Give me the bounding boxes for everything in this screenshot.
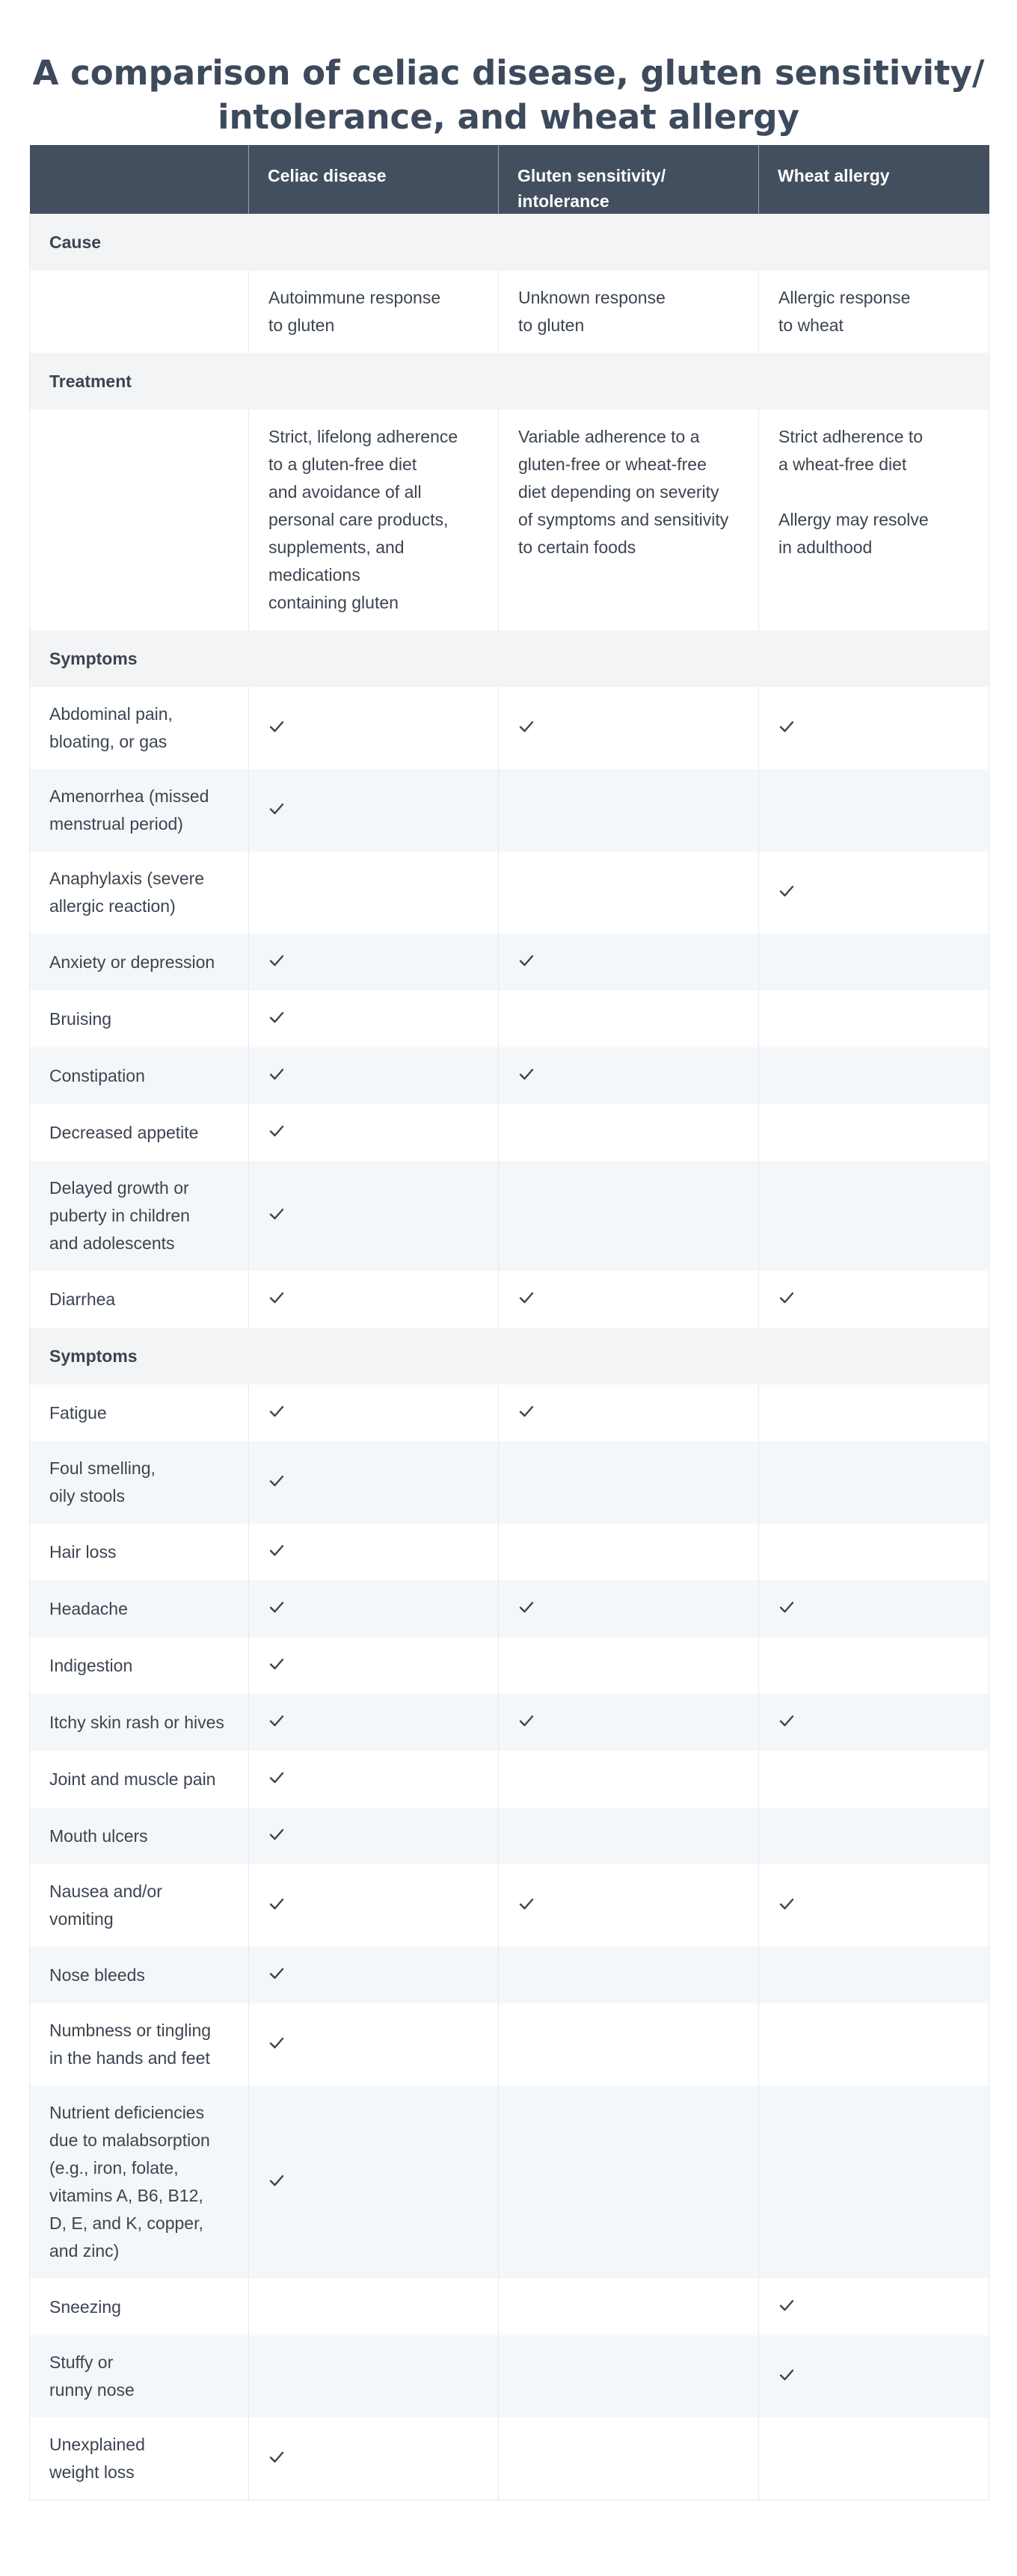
symptom-label: Indigestion [30, 1637, 249, 1694]
cell-gluten [499, 2335, 759, 2418]
symptom-row [30, 1161, 989, 1271]
check-icon [268, 1399, 285, 1414]
cell-celiac [249, 1271, 499, 1328]
cell-wheat [759, 1047, 989, 1104]
check-icon [268, 1962, 285, 1976]
cell-wheat [759, 2418, 989, 2500]
symptom-label: Joint and muscle pain [30, 1751, 249, 1808]
section-label: Symptoms [30, 1328, 989, 1384]
cell-wheat [759, 2003, 989, 2086]
cell-wheat [759, 934, 989, 990]
cell-gluten [499, 1384, 759, 1441]
symptom-row [30, 1384, 989, 1441]
check-icon [268, 1119, 285, 1134]
cell-gluten [499, 1161, 759, 1271]
check-icon [268, 797, 285, 812]
check-icon [518, 1892, 535, 1907]
symptom-row [30, 1104, 989, 1161]
cell-celiac [249, 1441, 499, 1523]
symptom-row [30, 934, 989, 990]
cell-gluten [499, 2278, 759, 2335]
check-icon [778, 1892, 795, 1907]
treatment-wheat: Strict adherence to a wheat-free diet Allergy may resolve in adulthood [759, 410, 989, 630]
cell-gluten [499, 1864, 759, 1947]
cell-celiac [249, 1523, 499, 1580]
check-icon [268, 1709, 285, 1724]
symptom-label: Diarrhea [30, 1271, 249, 1328]
check-icon [268, 1062, 285, 1077]
check-icon [268, 1538, 285, 1553]
cell-wheat [759, 1694, 989, 1751]
cell-celiac [249, 934, 499, 990]
header-row [30, 145, 989, 214]
check-icon [268, 2445, 285, 2460]
cell-wheat [759, 1637, 989, 1694]
symptom-label: Nutrient deficiencies due to malabsorption (e.g., iron, folate, vitamins A, B6, B12, D, E, and K, copper, and zinc) [30, 2086, 249, 2278]
table-header [30, 145, 989, 214]
symptom-row [30, 2335, 989, 2418]
symptom-label: Numbness or tingling in the hands and feet [30, 2003, 249, 2086]
cell-wheat [759, 2086, 989, 2278]
cell-wheat [759, 1271, 989, 1328]
symptom-label: Unexplained weight loss [30, 2418, 249, 2500]
cell-wheat [759, 1580, 989, 1637]
symptom-label: Sneezing [30, 2278, 249, 2335]
check-icon [778, 1286, 795, 1301]
check-icon [518, 949, 535, 964]
symptom-label: Nausea and/or vomiting [30, 1864, 249, 1947]
cell-gluten [499, 1271, 759, 1328]
header-gluten-sensitivity: Gluten sensitivity/ intolerance [499, 145, 759, 214]
check-icon [268, 949, 285, 964]
cell-celiac [249, 1694, 499, 1751]
cell-celiac [249, 1384, 499, 1441]
section-row-treatment [30, 353, 989, 410]
empty-cell [30, 410, 249, 630]
check-icon [518, 1286, 535, 1301]
check-icon [268, 1766, 285, 1781]
cell-gluten [499, 2418, 759, 2500]
cause-celiac: Autoimmune response to gluten [249, 271, 499, 353]
check-icon [268, 1202, 285, 1217]
cell-wheat [759, 687, 989, 769]
page-title: A comparison of celiac disease, gluten sensitivity/ intolerance, and wheat allergy [32, 53, 985, 138]
check-icon [268, 1595, 285, 1610]
cell-wheat [759, 1523, 989, 1580]
symptom-row [30, 1864, 989, 1947]
cell-gluten [499, 990, 759, 1047]
section-label: Symptoms [30, 630, 989, 687]
symptom-label: Amenorrhea (missed menstrual period) [30, 769, 249, 851]
symptom-label: Hair loss [30, 1523, 249, 1580]
treatment-gluten: Variable adherence to a gluten-free or wheat-free diet depending on severity of symptoms and sensitivity to certain foods [499, 410, 759, 630]
symptom-label: Constipation [30, 1047, 249, 1104]
cell-celiac [249, 1161, 499, 1271]
symptom-row [30, 1637, 989, 1694]
cell-gluten [499, 1441, 759, 1523]
symptom-row [30, 851, 989, 934]
symptom-label: Decreased appetite [30, 1104, 249, 1161]
check-icon [518, 1595, 535, 1610]
cell-celiac [249, 1751, 499, 1808]
cell-celiac [249, 2418, 499, 2500]
symptom-row [30, 2418, 989, 2500]
symptom-row [30, 1271, 989, 1328]
cell-celiac [249, 687, 499, 769]
symptom-label: Anxiety or depression [30, 934, 249, 990]
cell-celiac [249, 1947, 499, 2003]
cell-gluten [499, 1947, 759, 2003]
cell-wheat [759, 2278, 989, 2335]
check-icon [268, 1005, 285, 1020]
symptom-label: Bruising [30, 990, 249, 1047]
cell-wheat [759, 851, 989, 934]
check-icon [268, 1822, 285, 1837]
cell-celiac [249, 851, 499, 934]
cell-wheat [759, 1384, 989, 1441]
symptom-label: Anaphylaxis (severe allergic reaction) [30, 851, 249, 934]
check-icon [268, 715, 285, 730]
symptom-label: Fatigue [30, 1384, 249, 1441]
cell-gluten [499, 1047, 759, 1104]
cell-wheat [759, 1441, 989, 1523]
cell-celiac [249, 1808, 499, 1864]
cause-gluten: Unknown response to gluten [499, 271, 759, 353]
cell-wheat [759, 990, 989, 1047]
cell-gluten [499, 1104, 759, 1161]
table-body [30, 214, 989, 2500]
empty-cell [30, 271, 249, 353]
check-icon [778, 1595, 795, 1610]
header-celiac: Celiac disease [249, 145, 499, 214]
symptom-row [30, 1694, 989, 1751]
cell-gluten [499, 1637, 759, 1694]
header-wheat-allergy: Wheat allergy [759, 145, 989, 214]
cell-celiac [249, 1580, 499, 1637]
symptom-row [30, 1808, 989, 1864]
symptom-label: Nose bleeds [30, 1947, 249, 2003]
cell-gluten [499, 934, 759, 990]
section-row-symptoms [30, 630, 989, 687]
symptom-label: Delayed growth or puberty in children and adolescents [30, 1161, 249, 1271]
check-icon [268, 2169, 285, 2184]
cell-celiac [249, 1104, 499, 1161]
cell-wheat [759, 1947, 989, 2003]
check-icon [268, 1892, 285, 1907]
check-icon [268, 1286, 285, 1301]
cell-wheat [759, 2335, 989, 2418]
treatment-celiac: Strict, lifelong adherence to a gluten-free diet and avoidance of all personal care products, supplements, and medications containing gluten [249, 410, 499, 630]
cell-gluten [499, 1808, 759, 1864]
symptom-label: Mouth ulcers [30, 1808, 249, 1864]
cell-wheat [759, 1808, 989, 1864]
symptom-label: Abdominal pain, bloating, or gas [30, 687, 249, 769]
comparison-table [29, 145, 989, 2500]
section-label: Treatment [30, 353, 989, 410]
cell-gluten [499, 2086, 759, 2278]
check-icon [778, 715, 795, 730]
symptom-row [30, 2003, 989, 2086]
cell-gluten [499, 1751, 759, 1808]
section-row-symptoms [30, 1328, 989, 1384]
cell-wheat [759, 1161, 989, 1271]
cell-gluten [499, 769, 759, 851]
symptom-row [30, 1580, 989, 1637]
cell-celiac [249, 1637, 499, 1694]
treatment-row [30, 410, 989, 630]
header-empty-cell [30, 145, 249, 214]
cell-gluten [499, 1580, 759, 1637]
cell-wheat [759, 1104, 989, 1161]
cell-wheat [759, 769, 989, 851]
check-icon [778, 1709, 795, 1724]
symptom-row [30, 1441, 989, 1523]
cell-celiac [249, 990, 499, 1047]
symptom-row [30, 687, 989, 769]
check-icon [518, 1399, 535, 1414]
cause-row [30, 271, 989, 353]
check-icon [518, 1709, 535, 1724]
cell-gluten [499, 851, 759, 934]
cell-celiac [249, 2003, 499, 2086]
cell-gluten [499, 2003, 759, 2086]
symptom-label: Headache [30, 1580, 249, 1637]
symptom-row [30, 1751, 989, 1808]
symptom-label: Stuffy or runny nose [30, 2335, 249, 2418]
cell-celiac [249, 2278, 499, 2335]
cell-wheat [759, 1751, 989, 1808]
symptom-row [30, 1947, 989, 2003]
check-icon [778, 879, 795, 894]
cell-celiac [249, 769, 499, 851]
check-icon [268, 1469, 285, 1484]
cell-celiac [249, 2335, 499, 2418]
section-label: Cause [30, 214, 989, 271]
symptom-row [30, 1523, 989, 1580]
symptom-row [30, 2086, 989, 2278]
cell-wheat [759, 1864, 989, 1947]
symptom-row [30, 2278, 989, 2335]
check-icon [268, 1652, 285, 1667]
symptom-label: Foul smelling, oily stools [30, 1441, 249, 1523]
cell-gluten [499, 1694, 759, 1751]
check-icon [268, 2031, 285, 2046]
check-icon [518, 715, 535, 730]
symptom-row [30, 769, 989, 851]
cause-wheat: Allergic response to wheat [759, 271, 989, 353]
section-row-cause [30, 214, 989, 271]
check-icon [778, 2363, 795, 2378]
check-icon [778, 2293, 795, 2308]
cell-celiac [249, 1864, 499, 1947]
symptom-label: Itchy skin rash or hives [30, 1694, 249, 1751]
check-icon [518, 1062, 535, 1077]
cell-gluten [499, 1523, 759, 1580]
symptom-row [30, 990, 989, 1047]
cell-celiac [249, 1047, 499, 1104]
symptom-row [30, 1047, 989, 1104]
cell-gluten [499, 687, 759, 769]
cell-celiac [249, 2086, 499, 2278]
